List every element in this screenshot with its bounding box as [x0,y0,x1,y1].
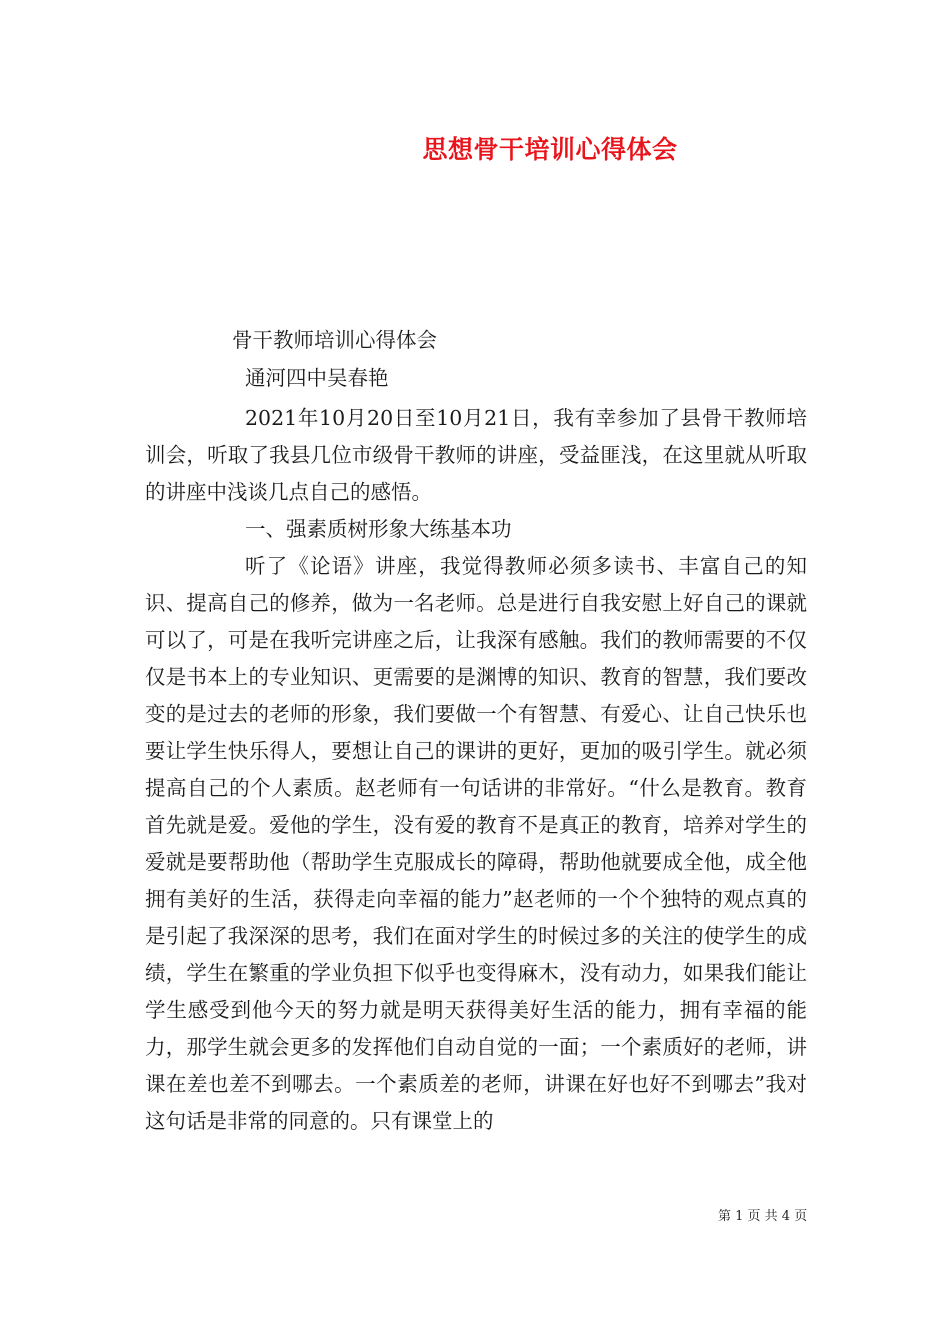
section-paragraph: 听了《论语》讲座，我觉得教师必须多读书、丰富自己的知识、提高自己的修养，做为一名老师。总是进行自我安慰上好自己的课就可以了，可是在我听完讲座之后，让我深有感触。我们的教师需要的不仅仅是书本上的专业知识、更需要的是渊博的知识、教育的智慧，我们要改变的是过去的老师的形象，我们要做一个有智慧、有爱心、让自己快乐也要让学生快乐得人，要想让自己的课讲的更好，更加的吸引学生。就必须提高自己的个人素质。赵老师有一句话讲的非常好。“什么是教育。教育首先就是爱。爱他的学生，没有爱的教育不是真正的教育，培养对学生的爱就是要帮助他（帮助学生克服成长的障碍，帮助他就要成全他，成全他拥有美好的生活，获得走向幸福的能力”赵老师的一个个独特的观点真的是引起了我深深的思考，我们在面对学生的时候过多的关注的使学生的成绩，学生在繁重的学业负担下似乎也变得麻木，没有动力，如果我们能让学生感受到他今天的努力就是明天获得美好生活的能力，拥有幸福的能力，那学生就会更多的发挥他们自动自觉的一面；一个素质好的老师，讲课在差也差不到哪去。一个素质差的老师，讲课在好也好不到哪去”我对这句话是非常的同意的。只有课堂上的 [145,554,807,1133]
doc-subtitle: 骨干教师培训心得体会 [232,328,437,352]
section-heading: 一、强素质树形象大练基本功 [245,517,512,541]
doc-body [145,400,807,1140]
doc-title: 思想骨干培训心得体会 [422,135,678,164]
page-footer: 第 1 页 共 4 页 [718,1209,808,1224]
intro-paragraph: 2021年10月20日至10月21日，我有幸参加了县骨干教师培训会，听取了我县几位市级骨干教师的讲座，受益匪浅，在这里就从听取的讲座中浅谈几点自己的感悟。 [145,406,807,504]
doc-author: 通河四中吴春艳 [245,366,389,390]
